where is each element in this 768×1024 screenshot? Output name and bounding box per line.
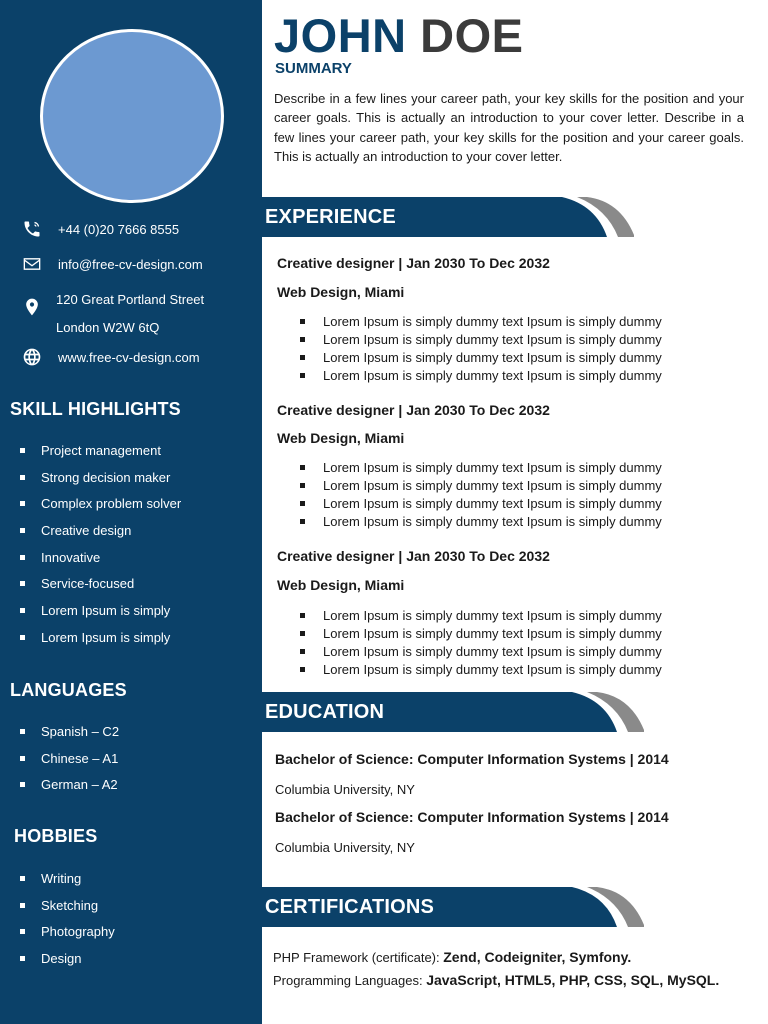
job-title: Creative designer | Jan 2030 To Dec 2032 [277, 548, 550, 564]
hobbies-list [20, 865, 115, 972]
job-company: Web Design, Miami [277, 577, 405, 593]
cert-line-php [273, 949, 631, 965]
globe-icon [20, 345, 44, 369]
list-item: Lorem Ipsum is simply [20, 624, 181, 651]
email-text[interactable]: info@free-cv-design.com [58, 256, 203, 272]
contact-website [20, 345, 200, 369]
list-item: Lorem Ipsum is simply dummy text Ipsum is simply dummy [300, 459, 662, 477]
job-bullets [300, 313, 662, 385]
contact-phone [20, 217, 179, 241]
envelope-icon [20, 252, 44, 276]
job-company: Web Design, Miami [277, 284, 405, 300]
job-bullets [300, 607, 662, 679]
list-item: Lorem Ipsum is simply dummy text Ipsum is simply dummy [300, 661, 662, 679]
cert-value: Zend, Codeigniter, Symfony. [443, 949, 632, 965]
certifications-band [262, 887, 647, 927]
list-item: Creative design [20, 517, 181, 544]
education-band [262, 692, 647, 732]
list-item: Lorem Ipsum is simply dummy text Ipsum is simply dummy [300, 477, 662, 495]
list-item: Lorem Ipsum is simply dummy text Ipsum is simply dummy [300, 331, 662, 349]
education-degree: Bachelor of Science: Computer Information Systems | 2014 [275, 809, 669, 825]
cert-value: JavaScript, HTML5, PHP, CSS, SQL, MySQL. [426, 972, 720, 988]
summary-text: Describe in a few lines your career path, your key skills for the position and your career goals. This is actually an introduction to your cover letter. Describe in a few lines your career path, your key skills for the position and your career goals. This is actually an introduction to your cover letter. [274, 91, 744, 164]
list-item: Lorem Ipsum is simply dummy text Ipsum is simply dummy [300, 495, 662, 513]
list-item: Lorem Ipsum is simply dummy text Ipsum is simply dummy [300, 607, 662, 625]
list-item: Lorem Ipsum is simply dummy text Ipsum is simply dummy [300, 367, 662, 385]
profile-photo [40, 29, 224, 203]
skills-list [20, 437, 181, 651]
phone-text: +44 (0)20 7666 8555 [58, 221, 180, 237]
list-item: Service-focused [20, 570, 181, 597]
list-item: Writing [20, 865, 115, 892]
list-item: Chinese – A1 [20, 745, 119, 772]
summary-heading: SUMMARY [275, 60, 352, 77]
name-heading [274, 8, 524, 63]
contact-email [20, 252, 203, 276]
list-item: German – A2 [20, 771, 119, 798]
job-title: Creative designer | Jan 2030 To Dec 2032 [277, 402, 550, 418]
cert-label: PHP Framework (certificate): [273, 950, 444, 965]
contact-address [20, 295, 58, 319]
education-degree: Bachelor of Science: Computer Information Systems | 2014 [275, 751, 669, 767]
list-item: Lorem Ipsum is simply dummy text Ipsum is simply dummy [300, 625, 662, 643]
list-item: Lorem Ipsum is simply [20, 597, 181, 624]
location-pin-icon [20, 295, 44, 319]
address-line-1: 120 Great Portland Street [56, 292, 205, 307]
education-school: Columbia University, NY [275, 782, 415, 797]
list-item: Spanish – C2 [20, 718, 119, 745]
languages-heading: LANGUAGES [10, 680, 127, 700]
education-school: Columbia University, NY [275, 840, 415, 855]
cert-label: Programming Languages: [273, 973, 427, 988]
experience-band [262, 197, 637, 237]
website-text[interactable]: www.free-cv-design.com [58, 349, 200, 365]
first-name: JOHN [274, 9, 407, 62]
certifications-heading: CERTIFICATIONS [265, 895, 435, 918]
skills-heading: SKILL HIGHLIGHTS [10, 399, 181, 419]
address-line-2: London W2W 6tQ [56, 320, 160, 335]
job-bullets [300, 459, 662, 531]
phone-icon [20, 217, 44, 241]
list-item: Lorem Ipsum is simply dummy text Ipsum is simply dummy [300, 349, 662, 367]
list-item: Innovative [20, 544, 181, 571]
job-company: Web Design, Miami [277, 430, 405, 446]
list-item: Sketching [20, 892, 115, 919]
list-item: Complex problem solver [20, 490, 181, 517]
languages-list [20, 718, 119, 798]
list-item: Strong decision maker [20, 464, 181, 491]
education-heading: EDUCATION [265, 700, 385, 723]
cert-line-languages [273, 972, 719, 988]
sidebar [0, 0, 262, 1024]
list-item: Photography [20, 918, 115, 945]
last-name: DOE [420, 9, 524, 62]
list-item: Project management [20, 437, 181, 464]
hobbies-heading: HOBBIES [14, 826, 98, 846]
list-item: Lorem Ipsum is simply dummy text Ipsum is simply dummy [300, 513, 662, 531]
list-item: Design [20, 945, 115, 972]
job-title: Creative designer | Jan 2030 To Dec 2032 [277, 255, 550, 271]
list-item: Lorem Ipsum is simply dummy text Ipsum is simply dummy [300, 313, 662, 331]
experience-heading: EXPERIENCE [265, 205, 396, 228]
list-item: Lorem Ipsum is simply dummy text Ipsum is simply dummy [300, 643, 662, 661]
address-text [56, 286, 204, 342]
